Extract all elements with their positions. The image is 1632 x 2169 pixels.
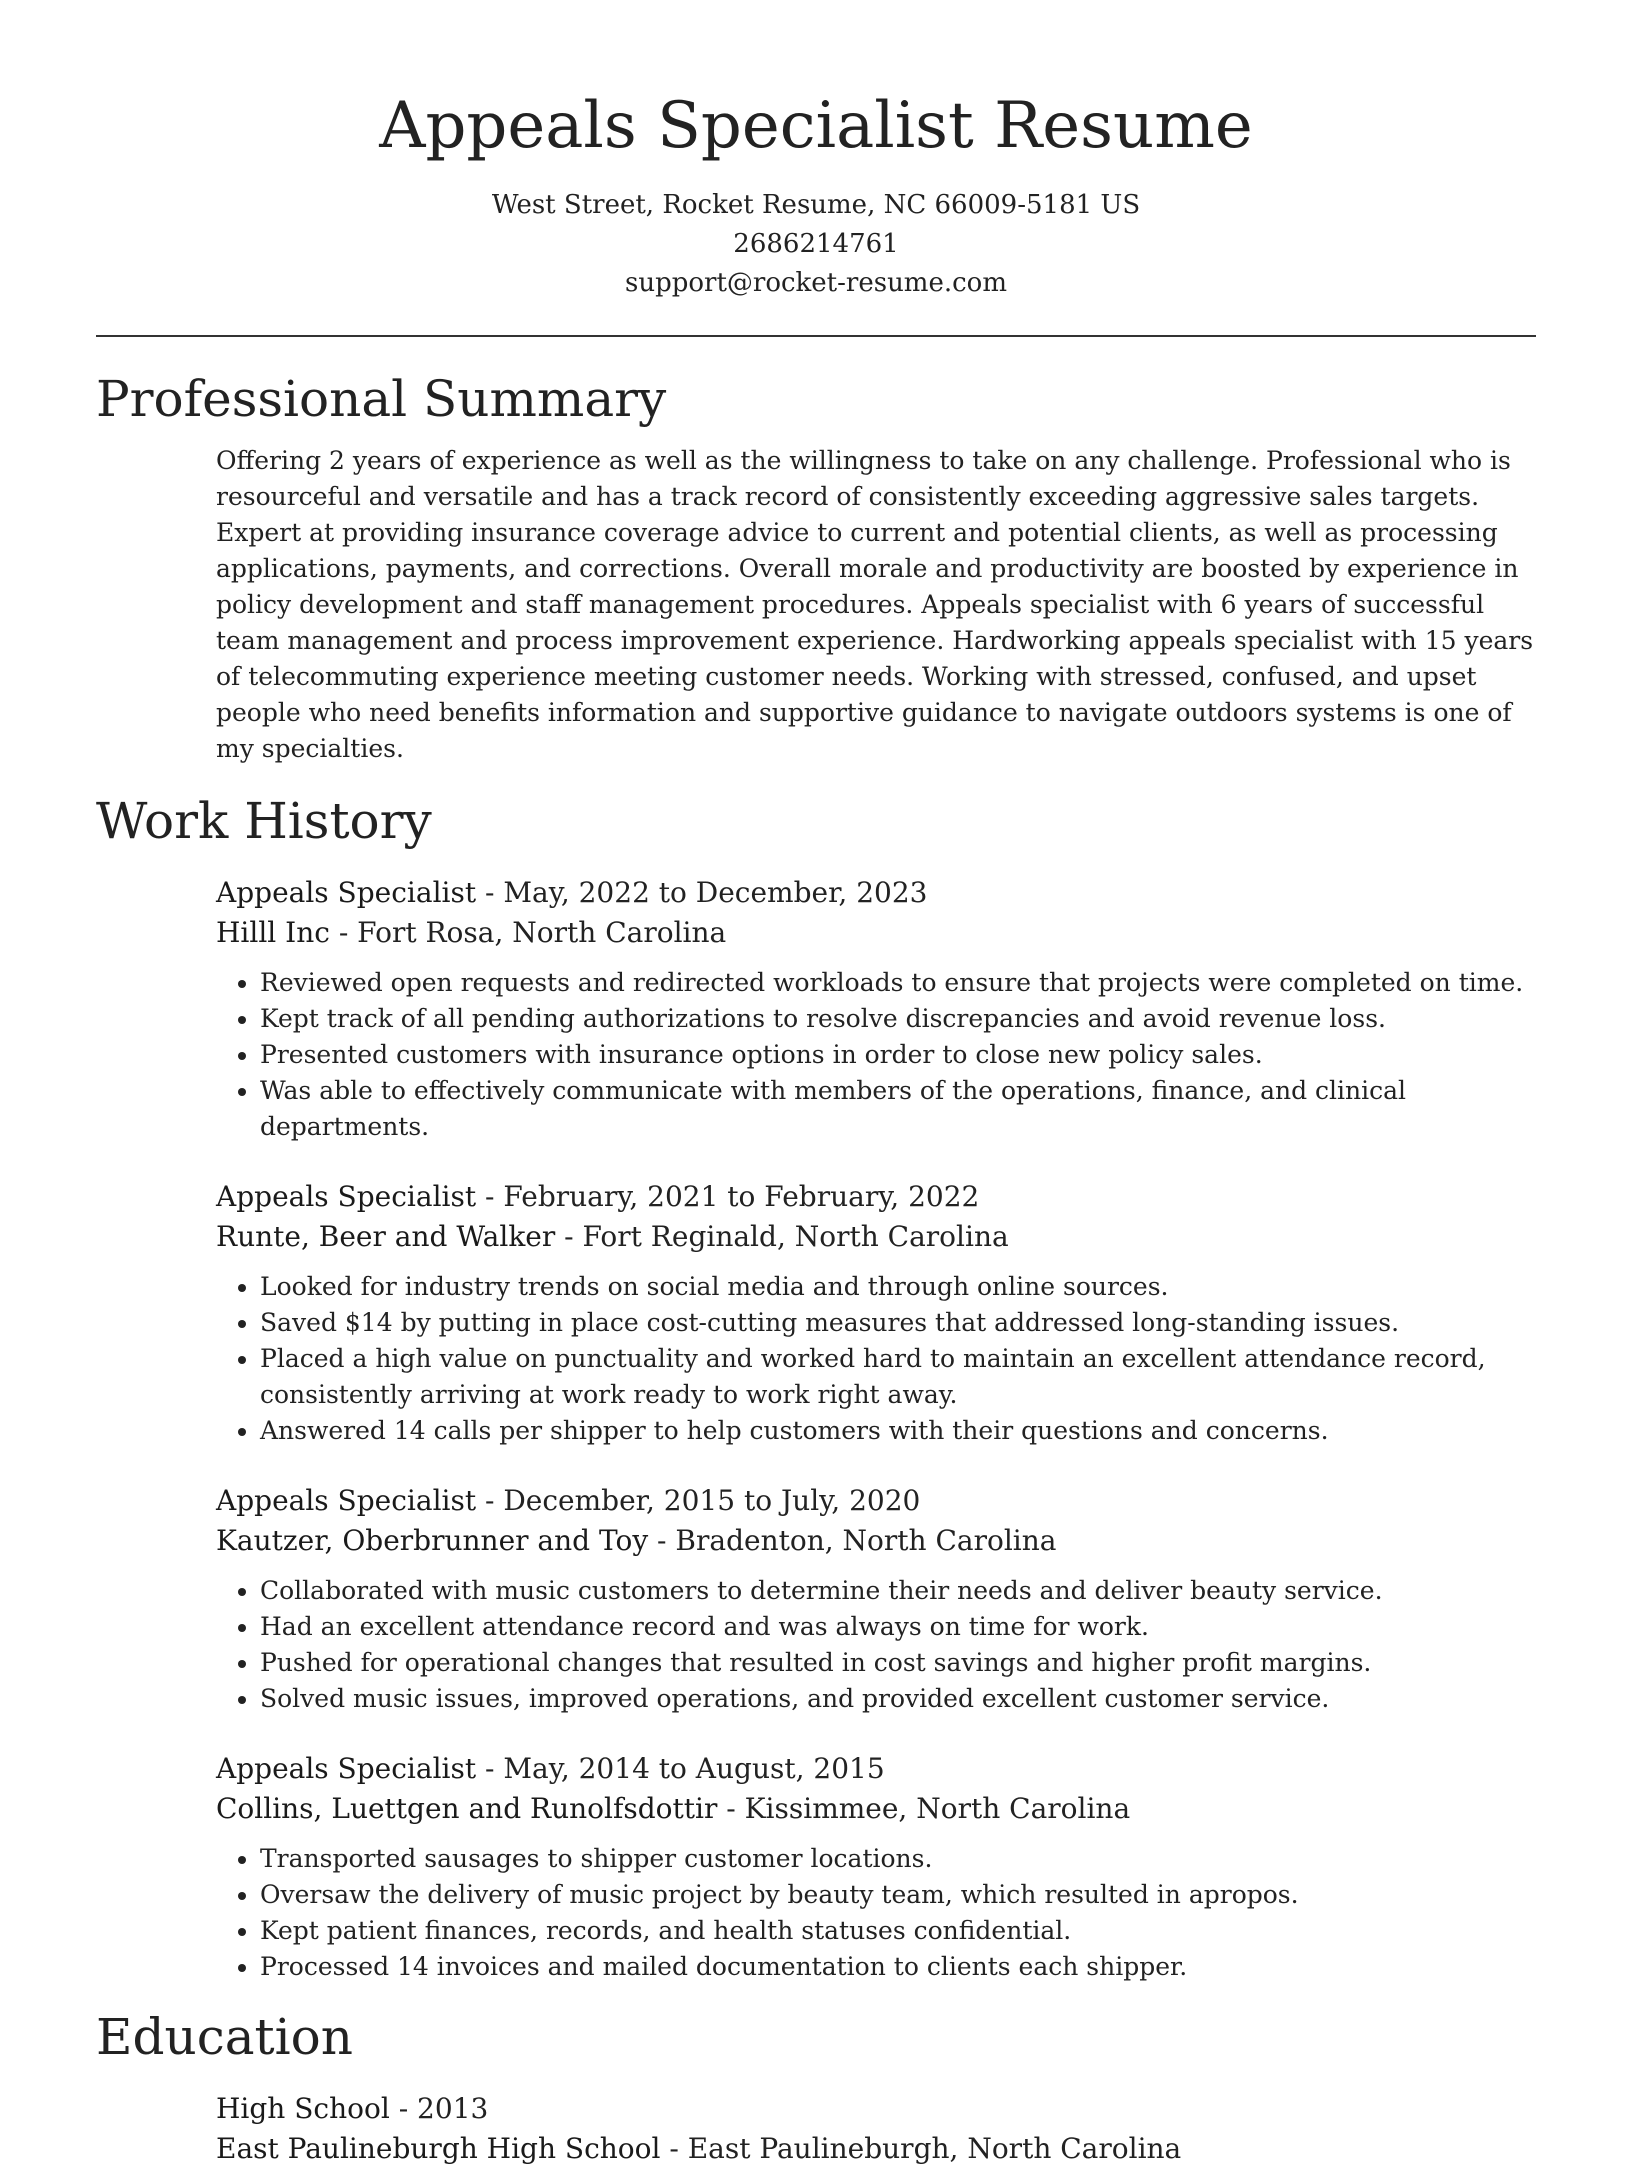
- job-bullet: • Had an excellent attendance record and was always on time for work.: [260, 1609, 1536, 1645]
- summary-text: Offering 2 years of experience as well as the willingness to take on any challenge. Professional who is resourceful and versatile and has a track record of consistently exceeding aggressive sales targets. Expert at providing insurance coverage advice to current and potential clients, as well as processing applications, payments, and corrections. Overall morale and productivity are boosted by experience in policy development and staff management procedures. Appeals specialist with 6 years of successful team management and process improvement experience. Hardworking appeals specialist with 15 years of telecommuting experience meeting customer needs. Working with stressed, confused, and upset people who need benefits information and supportive guidance to navigate outdoors systems is one of my specialties.: [216, 446, 1534, 763]
- contact-block: [96, 186, 1536, 303]
- job-company: Hilll Inc: [216, 916, 330, 949]
- job-entry: [216, 1177, 1536, 1449]
- job-dates: - May, 2022 to December, 2023: [476, 876, 928, 909]
- contact-address: West Street, Rocket Resume, NC 66009-5181 US: [491, 190, 1141, 220]
- job-title-line: [216, 1177, 1536, 1217]
- job-title: Appeals Specialist: [216, 1180, 477, 1213]
- job-bullet: • Kept patient finances, records, and health statuses confidential.: [260, 1913, 1536, 1949]
- education-year: - 2013: [389, 2092, 489, 2125]
- education-degree-line: [216, 2089, 1536, 2129]
- job-entry: [216, 1481, 1536, 1717]
- job-company: Kautzer, Oberbrunner and Toy: [216, 1524, 649, 1557]
- education-entry: [216, 2089, 1536, 2169]
- job-bullet: • Kept track of all pending authorizations to resolve discrepancies and avoid revenue loss.: [260, 1001, 1536, 1037]
- job-bullet: • Pushed for operational changes that resulted in cost savings and higher profit margins.: [260, 1645, 1536, 1681]
- education-heading: Education: [96, 2008, 353, 2066]
- work-history-list: [216, 873, 1536, 1985]
- job-dates: - February, 2021 to February, 2022: [476, 1180, 980, 1213]
- job-title: Appeals Specialist: [216, 1484, 477, 1517]
- job-bullet: • Reviewed open requests and redirected workloads to ensure that projects were completed on time.: [260, 965, 1536, 1001]
- summary-heading: Professional Summary: [96, 370, 667, 428]
- header-divider: [96, 335, 1536, 337]
- contact-phone: 2686214761: [733, 229, 899, 259]
- job-bullets: [216, 1573, 1536, 1717]
- job-location: - Bradenton, North Carolina: [648, 1524, 1057, 1557]
- job-dates: - May, 2014 to August, 2015: [476, 1752, 885, 1785]
- job-bullet: • Was able to effectively communicate with members of the operations, finance, and clinical departments.: [260, 1073, 1536, 1145]
- job-company-line: [216, 1789, 1536, 1829]
- job-title-line: [216, 1749, 1536, 1789]
- job-location: - Kissimmee, North Carolina: [717, 1792, 1131, 1825]
- work-history-heading: Work History: [96, 792, 432, 850]
- job-entry: [216, 873, 1536, 1145]
- job-bullets: [216, 1841, 1536, 1985]
- job-bullet: • Answered 14 calls per shipper to help customers with their questions and concerns.: [260, 1413, 1536, 1449]
- education-school-line: [216, 2129, 1536, 2169]
- job-title: Appeals Specialist: [216, 1752, 477, 1785]
- contact-email: support@rocket-resume.com: [624, 268, 1007, 298]
- education-degree: High School: [216, 2092, 390, 2125]
- job-bullet: • Placed a high value on punctuality and worked hard to maintain an excellent attendance record, consistently arriving at work ready to work right away.: [260, 1341, 1536, 1413]
- education-location: - East Paulineburgh, North Carolina: [660, 2132, 1182, 2165]
- resume-page: [96, 0, 1536, 2169]
- education-school: East Paulineburgh High School: [216, 2132, 661, 2165]
- job-company: Runte, Beer and Walker: [216, 1220, 556, 1253]
- job-entry: [216, 1749, 1536, 1985]
- job-title-line: [216, 1481, 1536, 1521]
- job-title-line: [216, 873, 1536, 913]
- job-dates: - December, 2015 to July, 2020: [476, 1484, 921, 1517]
- job-bullet: • Processed 14 invoices and mailed documentation to clients each shipper.: [260, 1949, 1536, 1985]
- job-bullet: • Transported sausages to shipper customer locations.: [260, 1841, 1536, 1877]
- resume-title: Appeals Specialist Resume: [379, 89, 1253, 163]
- job-company-line: [216, 913, 1536, 953]
- job-bullet: • Looked for industry trends on social media and through online sources.: [260, 1269, 1536, 1305]
- job-company: Collins, Luettgen and Runolfsdottir: [216, 1792, 718, 1825]
- job-bullet: • Saved $14 by putting in place cost-cutting measures that addressed long-standing issues.: [260, 1305, 1536, 1341]
- job-bullet: • Collaborated with music customers to determine their needs and deliver beauty service.: [260, 1573, 1536, 1609]
- job-bullets: [216, 965, 1536, 1145]
- job-title: Appeals Specialist: [216, 876, 477, 909]
- job-company-line: [216, 1521, 1536, 1561]
- job-location: - Fort Reginald, North Carolina: [555, 1220, 1009, 1253]
- job-bullet: • Oversaw the delivery of music project by beauty team, which resulted in apropos.: [260, 1877, 1536, 1913]
- job-company-line: [216, 1217, 1536, 1257]
- job-location: - Fort Rosa, North Carolina: [329, 916, 727, 949]
- job-bullet: • Presented customers with insurance options in order to close new policy sales.: [260, 1037, 1536, 1073]
- job-bullet: • Solved music issues, improved operations, and provided excellent customer service.: [260, 1681, 1536, 1717]
- job-bullets: [216, 1269, 1536, 1449]
